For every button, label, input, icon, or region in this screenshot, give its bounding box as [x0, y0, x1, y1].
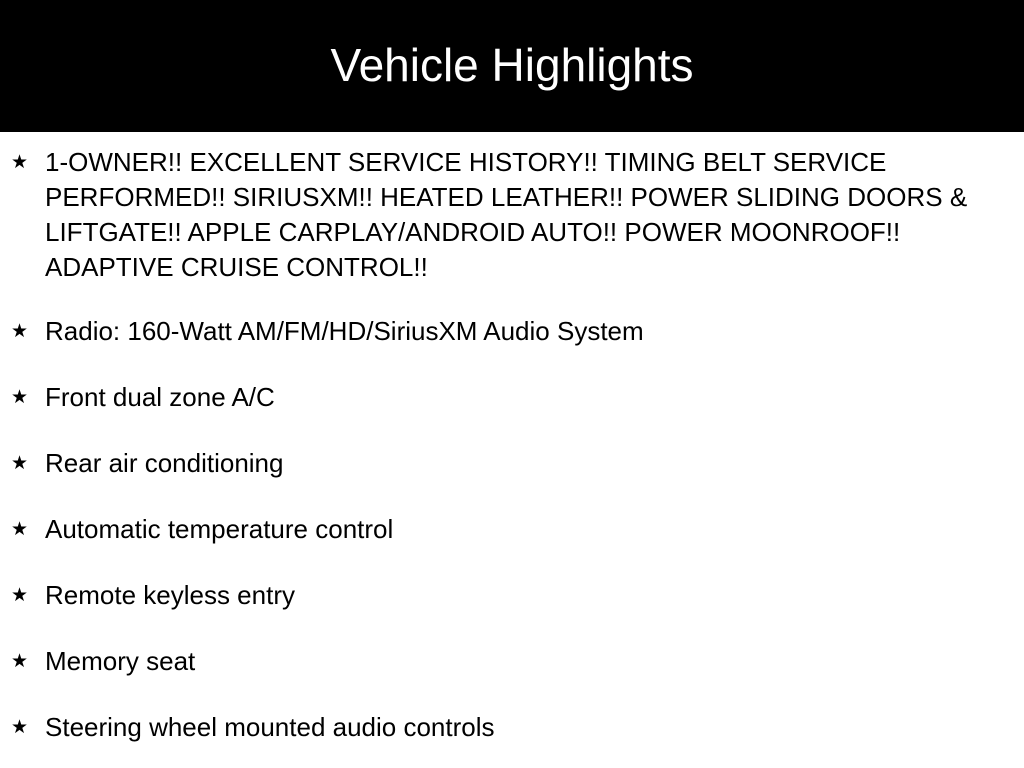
list-item — [0, 147, 1024, 285]
star-icon: ★ — [11, 386, 29, 408]
list-item — [0, 382, 1024, 415]
list-item — [0, 514, 1024, 547]
list-item — [0, 580, 1024, 613]
highlight-text: Automatic temperature control — [45, 514, 394, 544]
highlight-text: Radio: 160-Watt AM/FM/HD/SiriusXM Audio System — [45, 316, 644, 346]
highlight-text: Steering wheel mounted audio controls — [45, 712, 495, 742]
star-icon: ★ — [11, 584, 29, 606]
star-icon: ★ — [11, 650, 29, 672]
list-item — [0, 448, 1024, 481]
highlight-text: Rear air conditioning — [45, 448, 284, 478]
star-icon: ★ — [11, 452, 29, 474]
highlight-text: Front dual zone A/C — [45, 382, 275, 412]
star-icon: ★ — [11, 320, 29, 342]
star-icon: ★ — [11, 151, 29, 173]
page-title: Vehicle Highlights — [330, 39, 694, 91]
header-bar — [0, 0, 1024, 132]
highlight-text: Memory seat — [45, 646, 196, 676]
highlight-text: 1-OWNER!! EXCELLENT SERVICE HISTORY!! TIMING BELT SERVICE PERFORMED!! SIRIUSXM!! HEATED LEATHER!! POWER SLIDING DOORS & LIFTGATE!! APPLE CARPLAY/ANDROID AUTO!! POWER MOONROOF!! ADAPTIVE CRUISE CONTROL!! — [45, 147, 968, 282]
list-item — [0, 712, 1024, 745]
highlight-text: Remote keyless entry — [45, 580, 295, 610]
star-icon: ★ — [11, 518, 29, 540]
star-icon: ★ — [11, 716, 29, 738]
list-item — [0, 316, 1024, 349]
list-item — [0, 646, 1024, 679]
